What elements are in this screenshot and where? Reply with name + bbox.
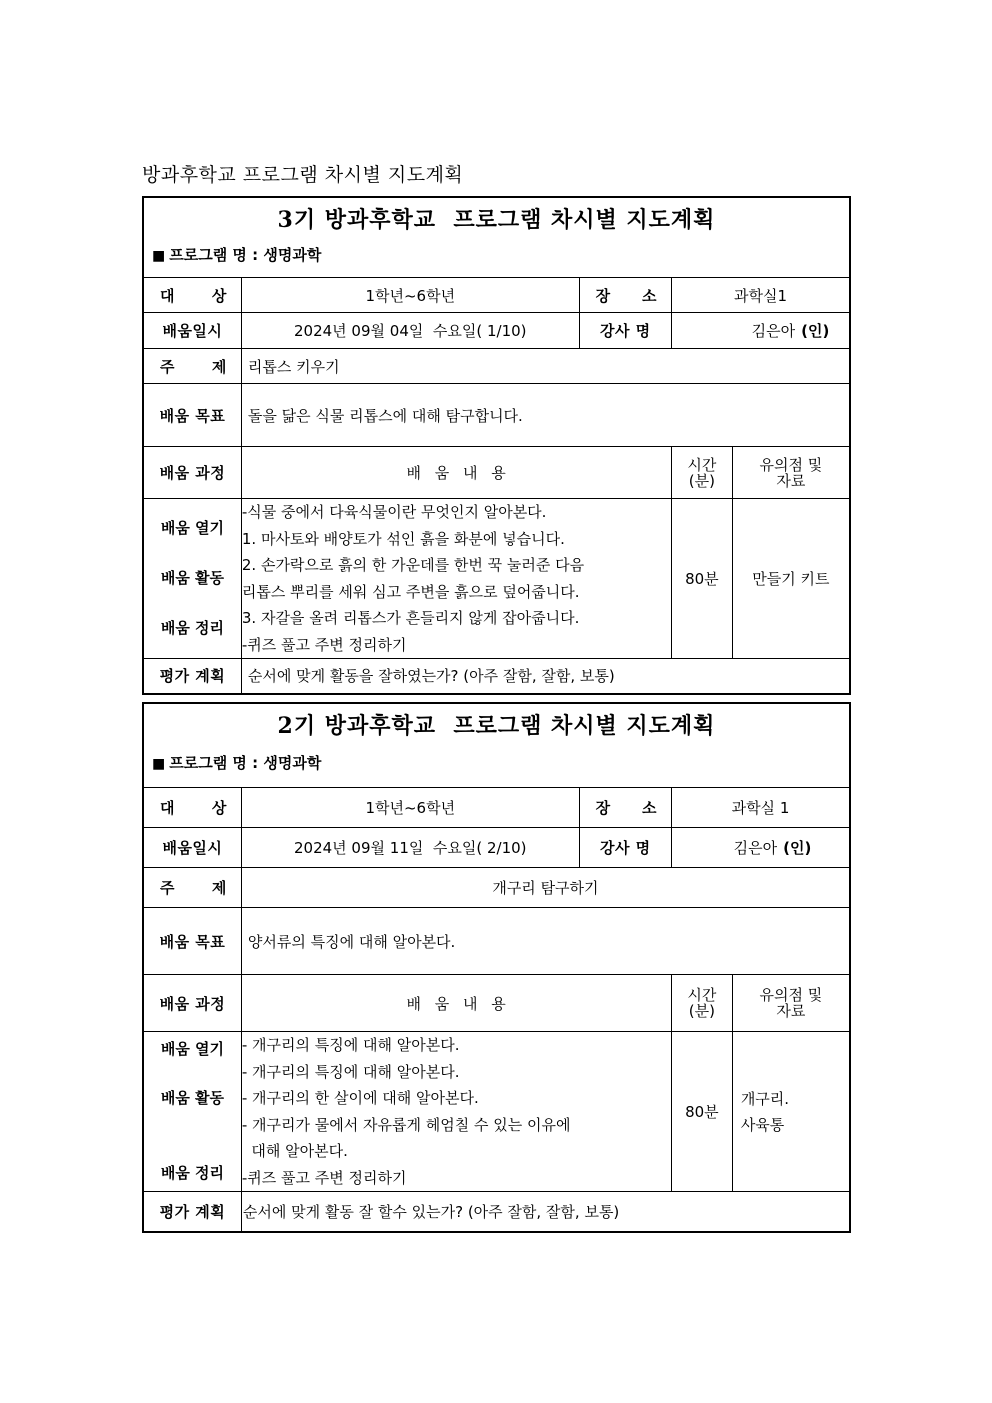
date-label: 배움일시: [144, 828, 241, 868]
eval-label: 평가 계획: [144, 659, 241, 693]
topic-value: 개구리 탐구하기: [241, 868, 849, 908]
lesson-plan-1: [142, 196, 851, 695]
content-list: [241, 1032, 671, 1192]
content-line: - 개구리의 특징에 대해 알아본다.: [241, 1036, 460, 1054]
note-line: 개구리.: [740, 1089, 790, 1108]
goal-label: 배움 목표: [144, 908, 241, 975]
topic-value: 리톱스 키우기: [241, 349, 849, 384]
plan-table: [144, 277, 849, 693]
time-value: 80분: [671, 1032, 732, 1192]
goal-value: 양서류의 특징에 대해 알아본다.: [241, 908, 849, 975]
date-label: 배움일시: [144, 313, 241, 349]
topic-label: 주 제: [144, 349, 241, 384]
step-close: 배움 정리: [160, 619, 225, 637]
process-steps: [144, 499, 241, 659]
content-line: -퀴즈 풀고 주변 정리하기: [241, 635, 407, 654]
note-header: 유의점 및 자료: [732, 975, 849, 1032]
place-label: 장 소: [579, 278, 671, 313]
page-title: 방과후학교 프로그램 차시별 지도계획: [142, 164, 464, 186]
goal-value: 돌을 닮은 식물 리톱스에 대해 탐구합니다.: [241, 384, 849, 447]
date-value: 2024년 09월 04일 수요일( 1/10): [241, 313, 579, 349]
content-line: 1. 마사토와 배양토가 섞인 흙을 화분에 넣습니다.: [241, 529, 565, 548]
teacher-label: 강사 명: [579, 313, 671, 349]
content-line: - 개구리의 특징에 대해 알아본다.: [241, 1062, 460, 1081]
plan-table: [144, 787, 849, 1231]
content-header: 배 움 내 용: [241, 975, 671, 1032]
target-label: 대 상: [144, 788, 241, 828]
content-line: 대해 알아본다.: [241, 1142, 348, 1160]
content-line: 리톱스 뿌리를 세워 심고 주변을 흙으로 덮어줍니다.: [241, 582, 580, 601]
lesson-plan-2: [142, 702, 851, 1233]
step-activity: 배움 활동: [160, 569, 225, 587]
eval-value: 순서에 맞게 활동을 잘하였는가? (아주 잘함, 잘함, 보통): [241, 659, 849, 693]
note-line: 사육통: [740, 1115, 785, 1134]
program-name: ■ 프로그램 명 : 생명과학: [152, 246, 322, 264]
process-label: 배움 과정: [144, 447, 241, 499]
process-label: 배움 과정: [144, 975, 241, 1032]
topic-label: 주 제: [144, 868, 241, 908]
time-header: 시간 (분): [671, 975, 732, 1032]
teacher-label: 강사 명: [579, 828, 671, 868]
target-value: 1학년~6학년: [241, 278, 579, 313]
step-open: 배움 열기: [160, 1040, 225, 1058]
content-line: -퀴즈 풀고 주변 정리하기: [241, 1168, 407, 1187]
program-name: ■ 프로그램 명 : 생명과학: [152, 754, 322, 772]
content-line: - 개구리가 물에서 자유롭게 헤엄칠 수 있는 이유에: [241, 1115, 571, 1134]
teacher-value: 김은아 (인): [671, 828, 849, 868]
place-label: 장 소: [579, 788, 671, 828]
content-line: - 개구리의 한 살이에 대해 알아본다.: [241, 1089, 479, 1107]
content-line: 3. 자갈을 올려 리톱스가 흔들리지 않게 잡아줍니다.: [241, 609, 580, 627]
content-line: 2. 손가락으로 흙의 한 가운데를 한번 꾹 눌러준 다음: [241, 556, 585, 574]
eval-label: 평가 계획: [144, 1192, 241, 1231]
note-value: 만들기 키트: [732, 499, 849, 659]
content-list: [241, 499, 671, 659]
teacher-value: 김은아 (인): [671, 313, 849, 349]
step-open: 배움 열기: [160, 519, 225, 537]
square-bullet-icon: ■: [152, 248, 166, 264]
goal-label: 배움 목표: [144, 384, 241, 447]
eval-value: 순서에 맞게 활동 잘 할수 있는가? (아주 잘함, 잘함, 보통): [241, 1192, 849, 1231]
place-value: 과학실 1: [671, 788, 849, 828]
time-value: 80분: [671, 499, 732, 659]
step-close: 배움 정리: [160, 1164, 225, 1182]
target-value: 1학년~6학년: [241, 788, 579, 828]
plan-title: 3기 방과후학교 프로그램 차시별 지도계획: [277, 207, 716, 233]
content-header: 배 움 내 용: [241, 447, 671, 499]
step-activity: 배움 활동: [160, 1089, 225, 1107]
process-steps: [144, 1032, 241, 1192]
date-value: 2024년 09월 11일 수요일( 2/10): [241, 828, 579, 868]
content-line: -식물 중에서 다육식물이란 무엇인지 알아본다.: [241, 503, 547, 521]
time-header: 시간 (분): [671, 447, 732, 499]
note-value: [732, 1032, 849, 1192]
plan-title: 2기 방과후학교 프로그램 차시별 지도계획: [277, 713, 716, 739]
target-label: 대 상: [144, 278, 241, 313]
square-bullet-icon: ■: [152, 756, 166, 772]
note-header: 유의점 및 자료: [732, 447, 849, 499]
place-value: 과학실1: [671, 278, 849, 313]
